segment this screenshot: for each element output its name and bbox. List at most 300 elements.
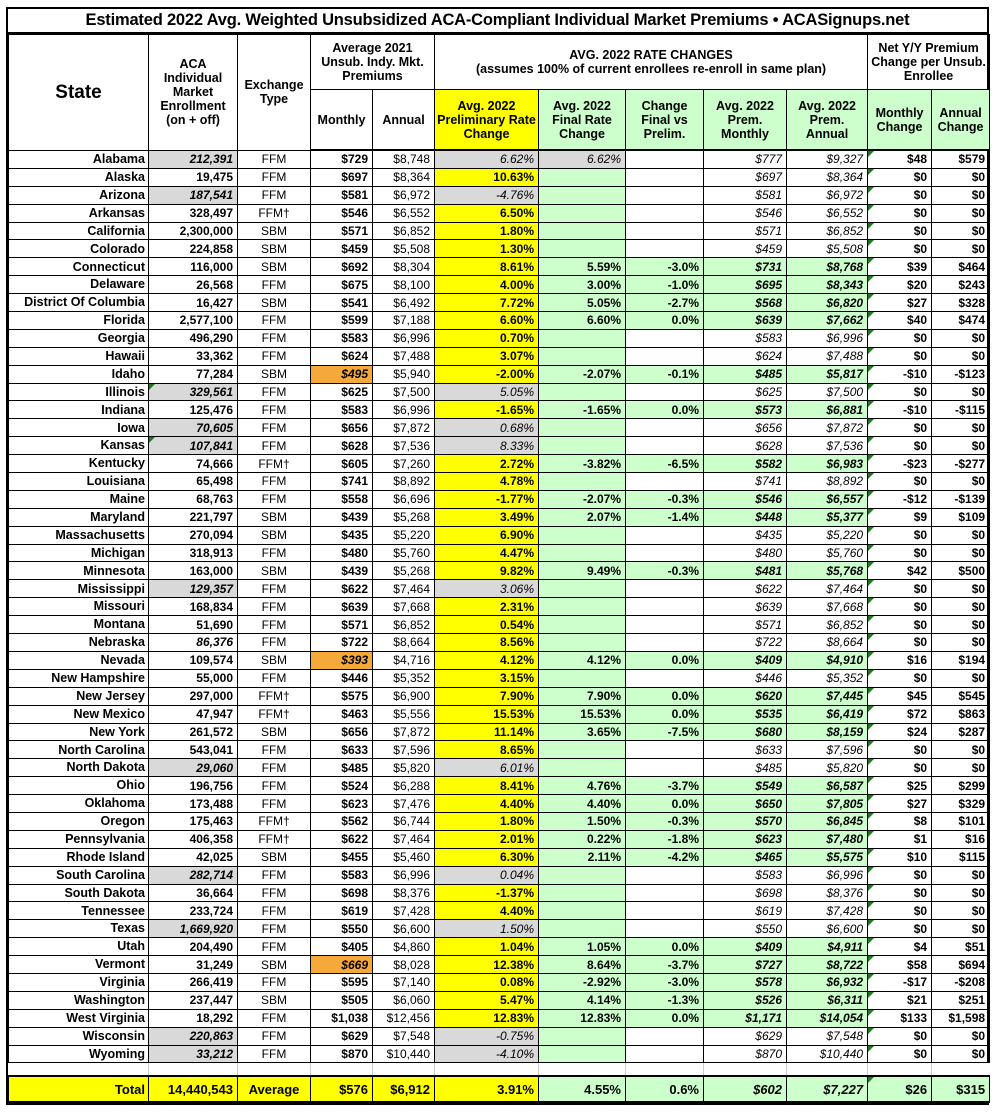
cell-prem-monthly-2022[interactable]: $722 <box>704 634 787 652</box>
cell-prelim-rate-change[interactable]: 3.15% <box>435 669 539 687</box>
cell-annual-change[interactable]: -$139 <box>932 490 990 508</box>
cell-annual-change[interactable]: $863 <box>932 705 990 723</box>
cell-state[interactable]: Illinois <box>9 383 149 401</box>
cell-prelim-rate-change[interactable]: 8.56% <box>435 634 539 652</box>
cell-prem-monthly-2022[interactable]: $741 <box>704 473 787 491</box>
cell-state[interactable]: South Carolina <box>9 866 149 884</box>
cell-prelim-rate-change[interactable]: 0.54% <box>435 616 539 634</box>
cell-monthly-2021-premium[interactable]: $669 <box>311 956 373 974</box>
total-monthly-2021[interactable]: $576 <box>311 1076 373 1102</box>
cell-prelim-rate-change[interactable]: 1.50% <box>435 920 539 938</box>
cell-exchange-type[interactable]: FFM† <box>238 705 311 723</box>
cell-annual-change[interactable]: $0 <box>932 884 990 902</box>
cell-prem-monthly-2022[interactable]: $526 <box>704 991 787 1009</box>
cell-annual-change[interactable]: $109 <box>932 508 990 526</box>
cell-change-final-vs-prelim[interactable]: -3.7% <box>626 777 704 795</box>
cell-exchange-type[interactable]: SBM <box>238 723 311 741</box>
cell-monthly-change[interactable]: $10 <box>868 848 932 866</box>
cell-exchange-type[interactable]: FFM <box>238 866 311 884</box>
cell-enrollment[interactable]: 270,094 <box>149 526 238 544</box>
cell-state[interactable]: New Mexico <box>9 705 149 723</box>
cell-prem-monthly-2022[interactable]: $633 <box>704 741 787 759</box>
cell-monthly-change[interactable]: $0 <box>868 866 932 884</box>
cell-prelim-rate-change[interactable]: 1.04% <box>435 938 539 956</box>
cell-monthly-change[interactable]: $0 <box>868 902 932 920</box>
cell-state[interactable]: Arizona <box>9 186 149 204</box>
cell-monthly-change[interactable]: $21 <box>868 991 932 1009</box>
cell-monthly-2021-premium[interactable]: $446 <box>311 669 373 687</box>
cell-state[interactable]: New York <box>9 723 149 741</box>
cell-enrollment[interactable]: 543,041 <box>149 741 238 759</box>
cell-prem-annual-2022[interactable]: $8,892 <box>787 473 868 491</box>
cell-monthly-2021-premium[interactable]: $623 <box>311 795 373 813</box>
cell-state[interactable]: Idaho <box>9 365 149 383</box>
cell-prelim-rate-change[interactable]: 0.04% <box>435 866 539 884</box>
cell-state[interactable]: District Of Columbia <box>9 294 149 312</box>
cell-enrollment[interactable]: 220,863 <box>149 1027 238 1045</box>
cell-annual-2021-premium[interactable]: $6,996 <box>373 866 435 884</box>
cell-prelim-rate-change[interactable]: 2.01% <box>435 830 539 848</box>
cell-exchange-type[interactable]: FFM <box>238 598 311 616</box>
cell-state[interactable]: Pennsylvania <box>9 830 149 848</box>
cell-monthly-change[interactable]: $16 <box>868 651 932 669</box>
cell-state[interactable]: Montana <box>9 616 149 634</box>
cell-prem-monthly-2022[interactable]: $629 <box>704 1027 787 1045</box>
cell-prem-annual-2022[interactable]: $7,428 <box>787 902 868 920</box>
cell-enrollment[interactable]: 109,574 <box>149 651 238 669</box>
cell-final-rate-change[interactable] <box>539 222 626 240</box>
cell-prem-annual-2022[interactable]: $6,983 <box>787 455 868 473</box>
cell-prem-annual-2022[interactable]: $7,596 <box>787 741 868 759</box>
cell-annual-change[interactable]: $0 <box>932 329 990 347</box>
cell-prem-annual-2022[interactable]: $8,768 <box>787 258 868 276</box>
cell-annual-2021-premium[interactable]: $7,464 <box>373 580 435 598</box>
cell-prem-monthly-2022[interactable]: $625 <box>704 383 787 401</box>
cell-prem-annual-2022[interactable]: $7,662 <box>787 312 868 330</box>
cell-prem-monthly-2022[interactable]: $409 <box>704 651 787 669</box>
cell-prem-monthly-2022[interactable]: $582 <box>704 455 787 473</box>
cell-monthly-change[interactable]: $0 <box>868 186 932 204</box>
cell-final-rate-change[interactable]: 15.53% <box>539 705 626 723</box>
cell-annual-2021-premium[interactable]: $8,376 <box>373 884 435 902</box>
cell-prem-monthly-2022[interactable]: $570 <box>704 812 787 830</box>
cell-monthly-2021-premium[interactable]: $692 <box>311 258 373 276</box>
cell-monthly-change[interactable]: $0 <box>868 1027 932 1045</box>
cell-prem-monthly-2022[interactable]: $571 <box>704 616 787 634</box>
cell-change-final-vs-prelim[interactable] <box>626 634 704 652</box>
cell-prem-annual-2022[interactable]: $6,932 <box>787 973 868 991</box>
cell-prem-annual-2022[interactable]: $5,377 <box>787 508 868 526</box>
cell-prem-annual-2022[interactable]: $6,845 <box>787 812 868 830</box>
cell-annual-2021-premium[interactable]: $7,872 <box>373 723 435 741</box>
cell-prelim-rate-change[interactable]: 3.06% <box>435 580 539 598</box>
cell-prem-annual-2022[interactable]: $8,364 <box>787 168 868 186</box>
col-header-prem-annual-2022[interactable]: Avg. 2022 Prem. Annual <box>787 90 868 151</box>
cell-state[interactable]: Kansas <box>9 437 149 455</box>
cell-enrollment[interactable]: 237,447 <box>149 991 238 1009</box>
cell-prelim-rate-change[interactable]: 9.82% <box>435 562 539 580</box>
cell-annual-change[interactable]: $0 <box>932 419 990 437</box>
cell-exchange-type[interactable]: FFM <box>238 1027 311 1045</box>
cell-annual-change[interactable]: $101 <box>932 812 990 830</box>
cell-exchange-type[interactable]: FFM† <box>238 455 311 473</box>
cell-prelim-rate-change[interactable]: 12.38% <box>435 956 539 974</box>
cell-state[interactable]: Missouri <box>9 598 149 616</box>
cell-exchange-type[interactable]: FFM <box>238 383 311 401</box>
cell-state[interactable]: Louisiana <box>9 473 149 491</box>
cell-prelim-rate-change[interactable]: 4.12% <box>435 651 539 669</box>
cell-annual-change[interactable]: $243 <box>932 276 990 294</box>
cell-prem-monthly-2022[interactable]: $731 <box>704 258 787 276</box>
cell-state[interactable]: Massachusetts <box>9 526 149 544</box>
cell-monthly-2021-premium[interactable]: $698 <box>311 884 373 902</box>
cell-prem-annual-2022[interactable]: $7,488 <box>787 347 868 365</box>
cell-annual-2021-premium[interactable]: $7,464 <box>373 830 435 848</box>
cell-annual-change[interactable]: $545 <box>932 687 990 705</box>
cell-monthly-change[interactable]: $0 <box>868 329 932 347</box>
cell-prem-annual-2022[interactable]: $5,352 <box>787 669 868 687</box>
cell-state[interactable]: Nevada <box>9 651 149 669</box>
cell-change-final-vs-prelim[interactable] <box>626 598 704 616</box>
col-header-enrollment[interactable]: ACA Individual Market Enrollment (on + off) <box>149 35 238 151</box>
cell-change-final-vs-prelim[interactable]: 0.0% <box>626 651 704 669</box>
cell-annual-2021-premium[interactable]: $7,548 <box>373 1027 435 1045</box>
cell-change-final-vs-prelim[interactable] <box>626 419 704 437</box>
cell-final-rate-change[interactable] <box>539 1045 626 1063</box>
cell-final-rate-change[interactable]: 2.07% <box>539 508 626 526</box>
cell-monthly-change[interactable]: $0 <box>868 1045 932 1063</box>
cell-prelim-rate-change[interactable]: 4.40% <box>435 795 539 813</box>
cell-monthly-2021-premium[interactable]: $550 <box>311 920 373 938</box>
cell-state[interactable]: Oklahoma <box>9 795 149 813</box>
cell-change-final-vs-prelim[interactable]: -2.7% <box>626 294 704 312</box>
cell-annual-2021-premium[interactable]: $7,668 <box>373 598 435 616</box>
cell-enrollment[interactable]: 224,858 <box>149 240 238 258</box>
cell-final-rate-change[interactable] <box>539 544 626 562</box>
cell-annual-change[interactable]: $0 <box>932 634 990 652</box>
cell-state[interactable]: Nebraska <box>9 634 149 652</box>
cell-exchange-type[interactable]: SBM <box>238 651 311 669</box>
cell-exchange-type[interactable]: FFM <box>238 473 311 491</box>
cell-prem-annual-2022[interactable]: $6,996 <box>787 329 868 347</box>
cell-final-rate-change[interactable]: -3.82% <box>539 455 626 473</box>
cell-change-final-vs-prelim[interactable]: 0.0% <box>626 795 704 813</box>
cell-prelim-rate-change[interactable]: 8.41% <box>435 777 539 795</box>
cell-prelim-rate-change[interactable]: 8.33% <box>435 437 539 455</box>
cell-prelim-rate-change[interactable]: 10.63% <box>435 168 539 186</box>
cell-enrollment[interactable]: 42,025 <box>149 848 238 866</box>
total-annual-2021[interactable]: $6,912 <box>373 1076 435 1102</box>
cell-change-final-vs-prelim[interactable] <box>626 580 704 598</box>
cell-monthly-2021-premium[interactable]: $633 <box>311 741 373 759</box>
cell-monthly-2021-premium[interactable]: $624 <box>311 347 373 365</box>
cell-annual-change[interactable]: $299 <box>932 777 990 795</box>
cell-prem-monthly-2022[interactable]: $583 <box>704 329 787 347</box>
cell-annual-2021-premium[interactable]: $7,872 <box>373 419 435 437</box>
cell-annual-change[interactable]: $0 <box>932 598 990 616</box>
cell-annual-change[interactable]: $0 <box>932 186 990 204</box>
cell-enrollment[interactable]: 36,664 <box>149 884 238 902</box>
cell-annual-2021-premium[interactable]: $6,060 <box>373 991 435 1009</box>
cell-state[interactable]: North Carolina <box>9 741 149 759</box>
cell-final-rate-change[interactable]: 3.65% <box>539 723 626 741</box>
cell-enrollment[interactable]: 55,000 <box>149 669 238 687</box>
cell-change-final-vs-prelim[interactable]: 0.0% <box>626 705 704 723</box>
cell-monthly-change[interactable]: $27 <box>868 294 932 312</box>
cell-prem-monthly-2022[interactable]: $624 <box>704 347 787 365</box>
cell-final-rate-change[interactable]: 0.22% <box>539 830 626 848</box>
cell-prem-annual-2022[interactable]: $6,852 <box>787 222 868 240</box>
cell-monthly-2021-premium[interactable]: $541 <box>311 294 373 312</box>
cell-annual-change[interactable]: $194 <box>932 651 990 669</box>
cell-prem-annual-2022[interactable]: $6,311 <box>787 991 868 1009</box>
cell-monthly-2021-premium[interactable]: $583 <box>311 329 373 347</box>
cell-annual-2021-premium[interactable]: $6,492 <box>373 294 435 312</box>
total-exchange-average-label[interactable]: Average <box>238 1076 311 1102</box>
cell-exchange-type[interactable]: SBM <box>238 294 311 312</box>
cell-exchange-type[interactable]: SBM <box>238 991 311 1009</box>
cell-enrollment[interactable]: 187,541 <box>149 186 238 204</box>
cell-prelim-rate-change[interactable]: 1.30% <box>435 240 539 258</box>
cell-monthly-change[interactable]: $0 <box>868 544 932 562</box>
cell-prelim-rate-change[interactable]: 3.07% <box>435 347 539 365</box>
cell-state[interactable]: Georgia <box>9 329 149 347</box>
cell-prem-annual-2022[interactable]: $7,668 <box>787 598 868 616</box>
cell-enrollment[interactable]: 19,475 <box>149 168 238 186</box>
cell-enrollment[interactable]: 74,666 <box>149 455 238 473</box>
cell-change-final-vs-prelim[interactable]: -3.0% <box>626 258 704 276</box>
cell-exchange-type[interactable]: FFM <box>238 634 311 652</box>
cell-prelim-rate-change[interactable]: 4.78% <box>435 473 539 491</box>
cell-change-final-vs-prelim[interactable] <box>626 383 704 401</box>
cell-enrollment[interactable]: 51,690 <box>149 616 238 634</box>
cell-annual-change[interactable]: -$123 <box>932 365 990 383</box>
total-prem-annual-2022[interactable]: $7,227 <box>787 1076 868 1102</box>
cell-annual-change[interactable]: $0 <box>932 616 990 634</box>
cell-prem-annual-2022[interactable]: $6,972 <box>787 186 868 204</box>
cell-annual-change[interactable]: $0 <box>932 1027 990 1045</box>
cell-prelim-rate-change[interactable]: 8.65% <box>435 741 539 759</box>
cell-state[interactable]: Florida <box>9 312 149 330</box>
cell-annual-change[interactable]: $0 <box>932 580 990 598</box>
cell-annual-2021-premium[interactable]: $7,428 <box>373 902 435 920</box>
cell-change-final-vs-prelim[interactable]: -1.0% <box>626 276 704 294</box>
cell-change-final-vs-prelim[interactable]: -4.2% <box>626 848 704 866</box>
cell-state[interactable]: Kentucky <box>9 455 149 473</box>
cell-annual-change[interactable]: $0 <box>932 222 990 240</box>
cell-monthly-2021-premium[interactable]: $656 <box>311 723 373 741</box>
cell-prelim-rate-change[interactable]: 5.05% <box>435 383 539 401</box>
cell-annual-2021-premium[interactable]: $5,268 <box>373 508 435 526</box>
cell-exchange-type[interactable]: FFM <box>238 938 311 956</box>
cell-enrollment[interactable]: 496,290 <box>149 329 238 347</box>
cell-final-rate-change[interactable]: -1.65% <box>539 401 626 419</box>
cell-monthly-2021-premium[interactable]: $870 <box>311 1045 373 1063</box>
cell-final-rate-change[interactable]: 12.83% <box>539 1009 626 1027</box>
cell-change-final-vs-prelim[interactable] <box>626 329 704 347</box>
cell-enrollment[interactable]: 266,419 <box>149 973 238 991</box>
cell-annual-2021-premium[interactable]: $8,028 <box>373 956 435 974</box>
cell-monthly-2021-premium[interactable]: $656 <box>311 419 373 437</box>
cell-prem-annual-2022[interactable]: $14,054 <box>787 1009 868 1027</box>
cell-state[interactable]: Virginia <box>9 973 149 991</box>
cell-change-final-vs-prelim[interactable] <box>626 473 704 491</box>
cell-change-final-vs-prelim[interactable]: -3.0% <box>626 973 704 991</box>
cell-monthly-change[interactable]: $20 <box>868 276 932 294</box>
cell-monthly-change[interactable]: $8 <box>868 812 932 830</box>
cell-state[interactable]: New Jersey <box>9 687 149 705</box>
cell-state[interactable]: Connecticut <box>9 258 149 276</box>
cell-annual-change[interactable]: $329 <box>932 795 990 813</box>
cell-change-final-vs-prelim[interactable] <box>626 884 704 902</box>
cell-annual-2021-premium[interactable]: $6,900 <box>373 687 435 705</box>
cell-annual-change[interactable]: $0 <box>932 347 990 365</box>
cell-prem-annual-2022[interactable]: $4,911 <box>787 938 868 956</box>
cell-final-rate-change[interactable] <box>539 347 626 365</box>
cell-prem-monthly-2022[interactable]: $578 <box>704 973 787 991</box>
cell-monthly-2021-premium[interactable]: $722 <box>311 634 373 652</box>
cell-prem-monthly-2022[interactable]: $695 <box>704 276 787 294</box>
cell-prelim-rate-change[interactable]: 2.72% <box>435 455 539 473</box>
cell-change-final-vs-prelim[interactable] <box>626 741 704 759</box>
cell-exchange-type[interactable]: FFM <box>238 741 311 759</box>
cell-state[interactable]: West Virginia <box>9 1009 149 1027</box>
cell-monthly-2021-premium[interactable]: $435 <box>311 526 373 544</box>
col-header-monthly-2021[interactable]: Monthly <box>311 90 373 151</box>
cell-enrollment[interactable]: 261,572 <box>149 723 238 741</box>
cell-monthly-2021-premium[interactable]: $639 <box>311 598 373 616</box>
cell-state[interactable]: Delaware <box>9 276 149 294</box>
cell-final-rate-change[interactable] <box>539 884 626 902</box>
cell-monthly-change[interactable]: $24 <box>868 723 932 741</box>
cell-annual-2021-premium[interactable]: $8,304 <box>373 258 435 276</box>
cell-annual-change[interactable]: $464 <box>932 258 990 276</box>
cell-prelim-rate-change[interactable]: -1.77% <box>435 490 539 508</box>
cell-enrollment[interactable]: 47,947 <box>149 705 238 723</box>
cell-enrollment[interactable]: 163,000 <box>149 562 238 580</box>
cell-monthly-2021-premium[interactable]: $628 <box>311 437 373 455</box>
cell-enrollment[interactable]: 221,797 <box>149 508 238 526</box>
cell-prelim-rate-change[interactable]: 6.90% <box>435 526 539 544</box>
cell-prem-monthly-2022[interactable]: $1,171 <box>704 1009 787 1027</box>
col-group-2021-premiums[interactable]: Average 2021 Unsub. Indy. Mkt. Premiums <box>311 35 435 90</box>
cell-monthly-change[interactable]: $58 <box>868 956 932 974</box>
cell-change-final-vs-prelim[interactable] <box>626 544 704 562</box>
cell-change-final-vs-prelim[interactable] <box>626 222 704 240</box>
cell-monthly-change[interactable]: $0 <box>868 669 932 687</box>
cell-enrollment[interactable]: 107,841 <box>149 437 238 455</box>
cell-change-final-vs-prelim[interactable] <box>626 150 704 168</box>
cell-monthly-change[interactable]: $25 <box>868 777 932 795</box>
cell-monthly-change[interactable]: $0 <box>868 419 932 437</box>
cell-prem-monthly-2022[interactable]: $870 <box>704 1045 787 1063</box>
cell-change-final-vs-prelim[interactable] <box>626 526 704 544</box>
cell-prelim-rate-change[interactable]: -0.75% <box>435 1027 539 1045</box>
cell-prelim-rate-change[interactable]: 6.60% <box>435 312 539 330</box>
cell-final-rate-change[interactable] <box>539 1027 626 1045</box>
cell-exchange-type[interactable]: FFM† <box>238 830 311 848</box>
cell-enrollment[interactable]: 233,724 <box>149 902 238 920</box>
cell-monthly-change[interactable]: $0 <box>868 526 932 544</box>
cell-enrollment[interactable]: 77,284 <box>149 365 238 383</box>
cell-prem-annual-2022[interactable]: $6,552 <box>787 204 868 222</box>
cell-enrollment[interactable]: 168,834 <box>149 598 238 616</box>
cell-monthly-change[interactable]: $72 <box>868 705 932 723</box>
cell-state[interactable]: Tennessee <box>9 902 149 920</box>
cell-prem-monthly-2022[interactable]: $535 <box>704 705 787 723</box>
cell-annual-change[interactable]: $0 <box>932 544 990 562</box>
cell-annual-2021-premium[interactable]: $6,744 <box>373 812 435 830</box>
cell-prelim-rate-change[interactable]: 0.08% <box>435 973 539 991</box>
cell-enrollment[interactable]: 29,060 <box>149 759 238 777</box>
cell-monthly-change[interactable]: $133 <box>868 1009 932 1027</box>
cell-change-final-vs-prelim[interactable] <box>626 902 704 920</box>
cell-annual-2021-premium[interactable]: $5,760 <box>373 544 435 562</box>
cell-exchange-type[interactable]: FFM <box>238 580 311 598</box>
cell-state[interactable]: Texas <box>9 920 149 938</box>
cell-final-rate-change[interactable]: 9.49% <box>539 562 626 580</box>
cell-state[interactable]: South Dakota <box>9 884 149 902</box>
cell-prem-annual-2022[interactable]: $7,500 <box>787 383 868 401</box>
cell-change-final-vs-prelim[interactable]: 0.0% <box>626 687 704 705</box>
cell-annual-2021-premium[interactable]: $6,288 <box>373 777 435 795</box>
cell-prem-annual-2022[interactable]: $7,548 <box>787 1027 868 1045</box>
cell-prem-monthly-2022[interactable]: $628 <box>704 437 787 455</box>
cell-annual-2021-premium[interactable]: $7,260 <box>373 455 435 473</box>
cell-change-final-vs-prelim[interactable] <box>626 168 704 186</box>
cell-state[interactable]: Alabama <box>9 150 149 168</box>
cell-final-rate-change[interactable]: 4.14% <box>539 991 626 1009</box>
cell-change-final-vs-prelim[interactable] <box>626 240 704 258</box>
cell-state[interactable]: Utah <box>9 938 149 956</box>
cell-prelim-rate-change[interactable]: 4.47% <box>435 544 539 562</box>
cell-prem-monthly-2022[interactable]: $435 <box>704 526 787 544</box>
cell-final-rate-change[interactable] <box>539 168 626 186</box>
cell-enrollment[interactable]: 329,561 <box>149 383 238 401</box>
cell-exchange-type[interactable]: FFM <box>238 150 311 168</box>
cell-change-final-vs-prelim[interactable]: -0.3% <box>626 562 704 580</box>
cell-exchange-type[interactable]: FFM <box>238 920 311 938</box>
cell-prelim-rate-change[interactable]: 5.47% <box>435 991 539 1009</box>
cell-monthly-2021-premium[interactable]: $629 <box>311 1027 373 1045</box>
cell-exchange-type[interactable]: FFM† <box>238 812 311 830</box>
cell-state[interactable]: Arkansas <box>9 204 149 222</box>
cell-prem-monthly-2022[interactable]: $571 <box>704 222 787 240</box>
cell-change-final-vs-prelim[interactable] <box>626 204 704 222</box>
cell-state[interactable]: Washington <box>9 991 149 1009</box>
cell-monthly-2021-premium[interactable]: $480 <box>311 544 373 562</box>
cell-change-final-vs-prelim[interactable] <box>626 186 704 204</box>
cell-prem-annual-2022[interactable]: $8,343 <box>787 276 868 294</box>
cell-prem-annual-2022[interactable]: $5,760 <box>787 544 868 562</box>
cell-prem-monthly-2022[interactable]: $698 <box>704 884 787 902</box>
cell-prem-monthly-2022[interactable]: $446 <box>704 669 787 687</box>
cell-prem-monthly-2022[interactable]: $622 <box>704 580 787 598</box>
cell-prem-annual-2022[interactable]: $6,419 <box>787 705 868 723</box>
cell-annual-change[interactable]: $0 <box>932 526 990 544</box>
cell-final-rate-change[interactable]: -2.07% <box>539 365 626 383</box>
cell-monthly-change[interactable]: $0 <box>868 580 932 598</box>
cell-monthly-2021-premium[interactable]: $571 <box>311 222 373 240</box>
cell-prem-monthly-2022[interactable]: $448 <box>704 508 787 526</box>
cell-exchange-type[interactable]: FFM† <box>238 204 311 222</box>
cell-monthly-2021-premium[interactable]: $439 <box>311 562 373 580</box>
cell-monthly-change[interactable]: $0 <box>868 741 932 759</box>
cell-exchange-type[interactable]: FFM <box>238 1045 311 1063</box>
total-prelim-rate-change[interactable]: 3.91% <box>435 1076 539 1102</box>
cell-final-rate-change[interactable] <box>539 240 626 258</box>
cell-exchange-type[interactable]: FFM <box>238 884 311 902</box>
